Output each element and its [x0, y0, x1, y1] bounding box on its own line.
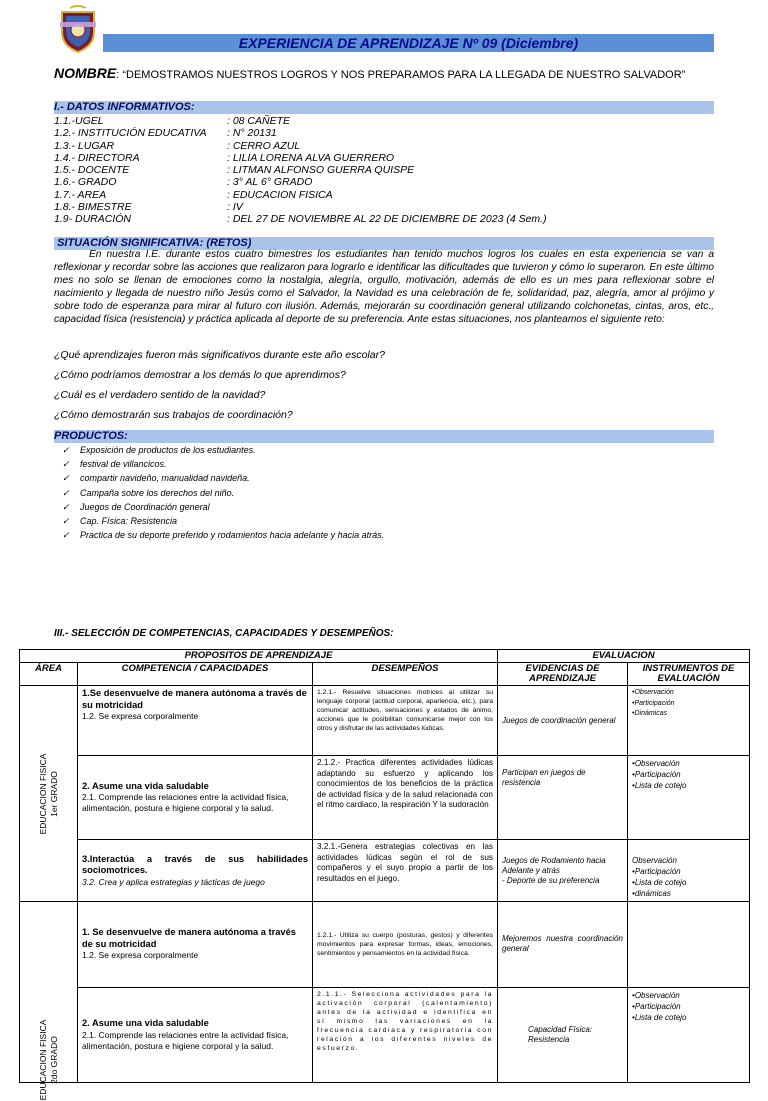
- header-evidencias: EVIDENCIAS DE APRENDIZAJE: [498, 663, 628, 686]
- datos-row: [54, 201, 547, 213]
- cap-title: 1.Se desenvuelve de manera autónoma a través de su motricidad: [82, 688, 307, 710]
- question-3: ¿Cuál es el verdadero sentido de la navidad?: [54, 389, 266, 401]
- check-icon: ✓: [62, 459, 70, 470]
- instrumento-item: • Dinámicas: [632, 709, 745, 720]
- instrumento-item: • Participación: [632, 1001, 745, 1012]
- evidencia: Participan en juegos de resistencia: [502, 768, 586, 787]
- area-cell-2: [20, 902, 78, 1101]
- header-area: ÁREA: [20, 663, 78, 686]
- list-item: [62, 514, 384, 528]
- instrumentos: [632, 855, 745, 899]
- area-cell-1: [20, 686, 78, 902]
- datos-value: : CERRO AZUL: [227, 139, 301, 152]
- area-1-grade: 1er GRADO: [48, 770, 59, 817]
- evidencia: Juegos de coordinación general: [502, 715, 616, 725]
- datos-list: [54, 115, 547, 226]
- instrumento-item: • Lista de cotejo: [632, 877, 745, 888]
- datos-row: [54, 176, 547, 188]
- datos-key: 1.5.- DOCENTE: [54, 164, 130, 177]
- check-icon: ✓: [62, 445, 70, 455]
- productos-heading: PRODUCTOS:: [54, 430, 714, 443]
- instrumentos: [632, 758, 745, 791]
- datos-row: [54, 152, 547, 164]
- datos-value: : LILIA LORENA ALVA GUERRERO: [227, 151, 395, 164]
- question-4: ¿Cómo demostrarán sus trabajos de coordinación?: [54, 409, 293, 421]
- instrumento-item: Observación: [632, 856, 677, 865]
- check-icon: ✓: [62, 473, 70, 484]
- nombre-value: : “DEMOSTRAMOS NUESTROS LOGROS Y NOS PREPARAMOS PARA LA LLEGADA DE NUESTRO SALVADOR”: [116, 69, 686, 81]
- datos-row: [54, 164, 547, 176]
- area-2-label: EDUCACION FISICA: [37, 1020, 48, 1101]
- datos-value: : IV: [227, 201, 243, 214]
- datos-heading: I.- DATOS INFORMATIVOS:: [54, 101, 714, 114]
- instrumento-item: • Participación: [632, 699, 745, 710]
- cap-title: 1. Se desenvuelve de manera autónoma a través de su motricidad: [82, 927, 296, 949]
- instrumento-item: • Observación: [632, 990, 745, 1001]
- evidencia: Juegos de Rodamiento hacia Adelante y atrás - Deporte de su preferencia: [502, 855, 606, 885]
- instrumento-item: • dinámicas: [632, 888, 745, 899]
- cap-title: 2. Asume una vida saludable: [82, 780, 209, 791]
- cap-sub: 1.2. Se expresa corporalmente: [82, 950, 199, 961]
- datos-key: 1.6.- GRADO: [54, 176, 117, 189]
- situacion-heading-text: SITUACIÓN SIGNIFICATIVA: (RETOS): [57, 237, 252, 249]
- productos-list: [62, 443, 384, 542]
- instrumento-item: • Lista de cotejo: [632, 780, 745, 791]
- producto-text: Cap. Física: Resistencia: [80, 516, 178, 527]
- situacion-text: [54, 249, 714, 326]
- nombre-line: [54, 64, 734, 84]
- producto-text: Campaña sobre los derechos del niño.: [80, 487, 235, 498]
- datos-key: 1.1.-UGEL: [54, 115, 104, 127]
- competencias-table: [19, 649, 750, 1101]
- datos-key: 1.2.- INSTITUCIÓN EDUCATIVA: [54, 127, 207, 140]
- list-item: [62, 528, 384, 542]
- check-icon: ✓: [62, 487, 70, 498]
- header-evaluacion: EVALUACION: [498, 650, 750, 663]
- datos-row: [54, 213, 547, 225]
- header-instrumentos: INSTRUMENTOS DE EVALUACIÓN: [628, 663, 750, 686]
- header-competencia: COMPETENCIA / CAPACIDADES: [78, 663, 313, 686]
- situacion-paragraph: En nuestra I.E. durante estos cuatro bimestres los estudiantes han tenido muchos logros los cuales en esta experiencia se van a reflexionar y recordar sobre las acciones que realizaron para lograrlo e identificar las dificultades que tuvieron y cómo lo superaron. En este último mes no solo se llenan de emociones como la nostalgia, alegría, orgullo, motivación, además de ello es un mes para reflexionar sobre el nacimiento y llegada de nuestro niño Jesús como el Salvador, la Navidad es una celebración de fe, solidaridad, paz, alegría, amor al prójimo y sobre todo de esperanza para mirar al futuro con ilusión. Además, mejorarán su coordinación general utilizando colchonetas, cintas, aros, etc., capacidad física (resistencia) y práctica aplicada al deporte de su preferencia. Ante estas situaciones, nos planteamos el siguiente reto:: [54, 249, 714, 325]
- school-crest-icon: [56, 4, 100, 54]
- list-item: [62, 457, 384, 471]
- cap-sub: 2.1. Comprende las relaciones entre la actividad física, alimentación, postura e higiene corporal y la salud.: [82, 792, 289, 814]
- datos-value: : EDUCACION FISICA: [227, 188, 333, 201]
- datos-value: : LITMAN ALFONSO GUERRA QUISPE: [227, 164, 415, 177]
- check-icon: ✓: [62, 501, 70, 512]
- table-row: [20, 686, 750, 756]
- list-item: [62, 500, 384, 514]
- datos-value: : 08 CAÑETE: [227, 115, 291, 127]
- datos-key: 1.7.- AREA: [54, 188, 107, 201]
- page-title: EXPERIENCIA DE APRENDIZAJE Nº 09 (Diciembre): [238, 35, 579, 51]
- datos-key: 1.9- DURACIÓN: [54, 213, 132, 226]
- desempeno: 2.1.1.- Selecciona actividades para la activación corporal (calentamiento) antes de la actividad e identifica en sí mismo las variaciones en la frecuencia cardiaca y respiratoria con relación a los diferentes niveles de esfuerzo.: [317, 990, 493, 1052]
- desempeno: 1.2.1.- Utiliza su cuerpo (posturas, gestos) y diferentes movimientos para expresar formas, ideas, emociones, sentimientos y pensamientos en la actividad física.: [317, 931, 493, 957]
- check-icon: ✓: [62, 530, 70, 541]
- producto-text: festival de villancicos.: [80, 459, 167, 470]
- datos-key: 1.3.- LUGAR: [54, 139, 115, 152]
- datos-value: : N° 20131: [227, 127, 277, 140]
- cap-sub: 3.2. Crea y aplica estrategias y tácticas de juego: [82, 876, 265, 887]
- nombre-label: NOMBRE: [54, 65, 117, 81]
- producto-text: Exposición de productos de los estudiantes.: [80, 445, 256, 455]
- cap-sub: 2.1. Comprende las relaciones entre la actividad física, alimentación, postura e higiene corporal y la salud.: [82, 1029, 289, 1051]
- instrumento-item: • Observación: [632, 688, 745, 699]
- datos-row: [54, 140, 547, 152]
- question-2: ¿Cómo podríamos demostrar a los demás lo que aprendimos?: [54, 369, 346, 381]
- producto-text: compartir navideño, manualidad navideña.: [80, 473, 250, 484]
- producto-text: Practica de su deporte preferido y rodamientos hacia adelante y hacia atrás.: [80, 530, 385, 541]
- instrumento-item: • Participación: [632, 769, 745, 780]
- table-row: [20, 756, 750, 840]
- header-propositos: PROPOSITOS DE APRENDIZAJE: [20, 650, 498, 663]
- table-row: [20, 987, 750, 1082]
- instrumentos: [632, 688, 745, 720]
- list-item: [62, 443, 384, 457]
- datos-row: [54, 189, 547, 201]
- header-desempenos: DESEMPEÑOS: [313, 663, 498, 686]
- instrumentos: [632, 990, 745, 1023]
- area-1-label: EDUCACION FISICA: [37, 753, 48, 834]
- check-icon: ✓: [62, 516, 70, 527]
- desempeno: 2.1.2.- Practica diferentes actividades lúdicas adaptando su esfuerzo y aplicando los conocimientos de los beneficios de la práctica de actividad física y de la salud relacionada con el ritmo cardiaco, la respiración Y la sudoración: [317, 758, 493, 809]
- page-title-bar: [103, 34, 714, 52]
- evidencia: Capacidad Física: Resistencia: [528, 1024, 593, 1044]
- table-row: [20, 840, 750, 902]
- evidencia: Mejoremos nuestra coordinación general: [502, 934, 623, 954]
- cap-sub: 1.2. Se expresa corporalmente: [82, 711, 199, 721]
- cap-title: 2. Asume una vida saludable: [82, 1018, 209, 1029]
- instrumento-item: • Participación: [632, 866, 745, 877]
- datos-value: : 3° AL 6° GRADO: [227, 176, 313, 189]
- list-item: [62, 486, 384, 500]
- producto-text: Juegos de Coordinación general: [80, 501, 210, 512]
- datos-key: 1.8.- BIMESTRE: [54, 201, 132, 214]
- question-1: ¿Qué aprendizajes fueron más significativos durante este año escolar?: [54, 349, 385, 361]
- desempeno: 1.2.1.- Resuelve situaciones motrices al utilizar su lenguaje corporal (actitud corporal, apariencia, etc.), para comunicar actitudes, sensaciones y estados de ánimo, acciones que le posibilitan comunicarse mejor con los otros y disfrutar de las actividades lúdicas.: [317, 689, 493, 732]
- datos-value: : DEL 27 DE NOVIEMBRE AL 22 DE DICIEMBRE DE 2023 (4 Sem.): [227, 213, 547, 226]
- datos-row: [54, 127, 547, 139]
- list-item: [62, 471, 384, 485]
- instrumento-item: • Observación: [632, 758, 745, 769]
- cap-title: 3.Interactúa a través de sus habilidades sociomotrices.: [82, 853, 308, 875]
- datos-key: 1.4.- DIRECTORA: [54, 151, 140, 164]
- datos-row: [54, 115, 547, 127]
- competencias-heading: III.- SELECCIÓN DE COMPETENCIAS, CAPACIDADES Y DESEMPEÑOS:: [54, 628, 394, 639]
- instrumento-item: • Lista de cotejo: [632, 1012, 745, 1023]
- table-row: [20, 902, 750, 988]
- desempeno: 3.2.1.-Genera estrategias colectivas en las actividades lúdicas según el rol de sus compañeros y el suyo propio a partir de los resultados en el juego.: [317, 842, 493, 883]
- area-2-grade: 2do GRADO: [48, 1036, 59, 1085]
